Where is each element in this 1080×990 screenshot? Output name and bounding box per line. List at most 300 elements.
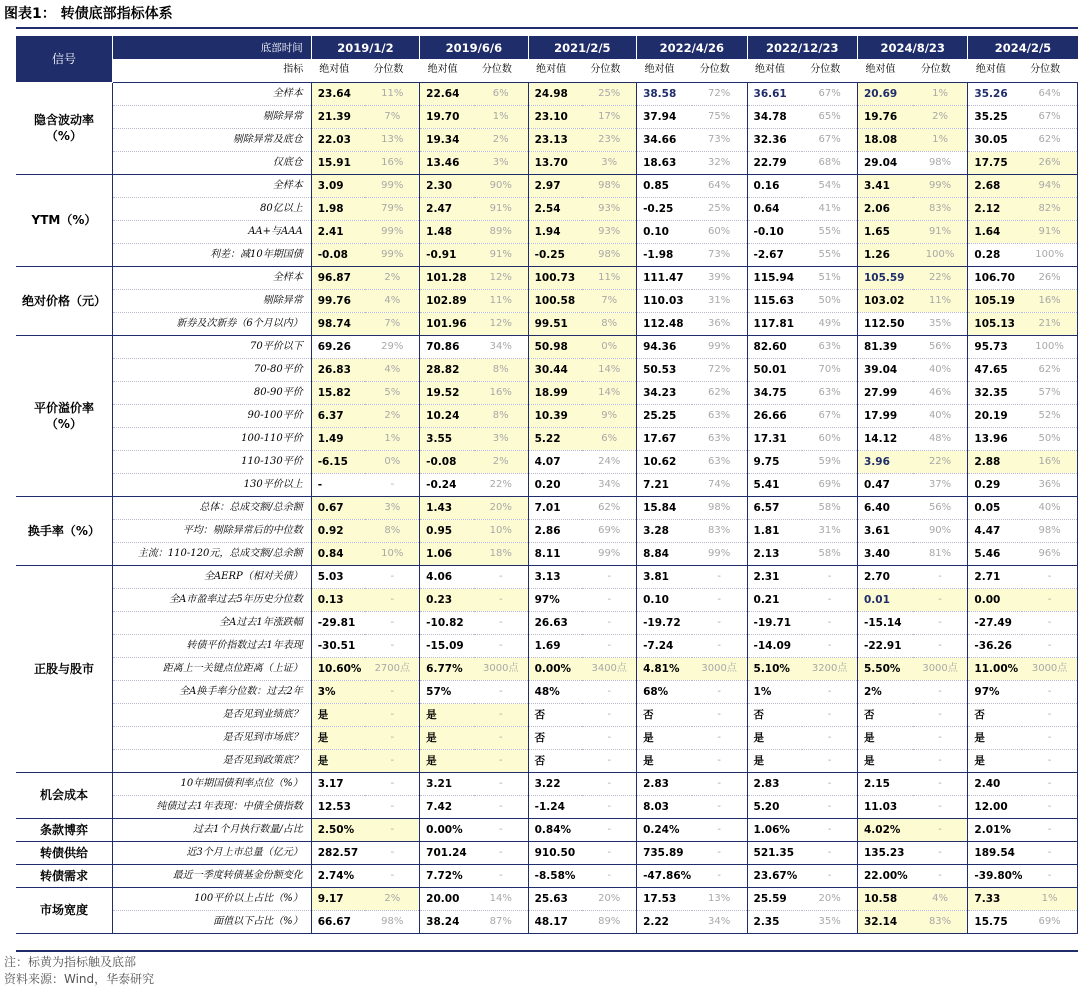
- value-cell: 7.01: [528, 496, 582, 519]
- value-cell: 0.01: [857, 588, 912, 611]
- table-row: [16, 726, 1078, 749]
- value-cell: 12.00: [968, 795, 1022, 818]
- value-cell: 105.59: [857, 266, 912, 289]
- value-cell: 101.28: [420, 266, 474, 289]
- value-cell: 19.34: [420, 128, 474, 151]
- title-rule: [16, 27, 1078, 29]
- percentile-cell: 4%: [913, 887, 968, 910]
- percentile-cell: -: [692, 634, 747, 657]
- indicator-label: 指标: [112, 59, 311, 82]
- value-cell: -39.80%: [968, 864, 1022, 887]
- percentile-cell: -: [692, 749, 747, 772]
- value-cell: 103.02: [857, 289, 912, 312]
- value-cell: -0.08: [311, 243, 365, 266]
- indicator-cell: 利差：减10年期国债: [112, 243, 311, 266]
- value-cell: -10.82: [420, 611, 474, 634]
- value-cell: 2.06: [857, 197, 912, 220]
- percentile-cell: 67%: [802, 404, 857, 427]
- percentile-cell: 22%: [913, 450, 968, 473]
- date-header: 2022/12/23: [747, 36, 857, 59]
- value-cell: 22.64: [420, 82, 474, 105]
- value-cell: 117.81: [747, 312, 802, 335]
- value-cell: 否: [637, 703, 692, 726]
- value-cell: 0.00%: [528, 657, 582, 680]
- percentile-cell: 4%: [365, 358, 419, 381]
- value-cell: 2.22: [637, 910, 692, 933]
- indicator-cell: 剔除异常: [112, 105, 311, 128]
- value-cell: 21.39: [311, 105, 365, 128]
- percentile-cell: -: [365, 772, 419, 795]
- percentile-cell: 40%: [913, 404, 968, 427]
- value-cell: 3.22: [528, 772, 582, 795]
- percentile-cell: 22%: [913, 266, 968, 289]
- percentile-cell: 90%: [474, 174, 528, 197]
- footnote-note: 注：标黄为指标触及底部: [4, 955, 137, 969]
- percentile-cell: -: [802, 772, 857, 795]
- value-cell: 3.40: [857, 542, 912, 565]
- value-cell: 3.41: [857, 174, 912, 197]
- footnote-source: 资料来源：Wind，华泰研究: [4, 972, 155, 986]
- table-header: [16, 36, 1078, 82]
- percentile-cell: -: [474, 680, 528, 703]
- percentile-cell: 98%: [913, 151, 968, 174]
- percentile-cell: -: [913, 680, 968, 703]
- value-cell: 15.82: [311, 381, 365, 404]
- percentile-cell: -: [365, 588, 419, 611]
- percentile-cell: 32%: [692, 151, 747, 174]
- percentile-cell: 11%: [474, 289, 528, 312]
- percentile-cell: 4%: [365, 289, 419, 312]
- percentile-cell: -: [474, 726, 528, 749]
- value-cell: 110.03: [637, 289, 692, 312]
- indicator-cell: 纯债过去1年表现：中债全债指数: [112, 795, 311, 818]
- percentile-cell: 11%: [913, 289, 968, 312]
- table-row: [16, 174, 1078, 197]
- value-cell: 26.83: [311, 358, 365, 381]
- percentile-cell: 16%: [1022, 289, 1077, 312]
- percentile-cell: -: [913, 841, 968, 864]
- value-cell: 0.84: [311, 542, 365, 565]
- value-cell: 19.70: [420, 105, 474, 128]
- value-cell: 5.41: [747, 473, 802, 496]
- value-cell: 2.15: [857, 772, 912, 795]
- indicator-cell: 剔除异常: [112, 289, 311, 312]
- category-cell: YTM（%）: [16, 174, 112, 266]
- value-cell: 25.59: [747, 887, 802, 910]
- value-cell: 30.44: [528, 358, 582, 381]
- percentile-cell: -: [474, 565, 528, 588]
- percentile-cell: 2%: [913, 105, 968, 128]
- percentile-cell: -: [474, 611, 528, 634]
- value-cell: 735.89: [637, 841, 692, 864]
- value-cell: 0.92: [311, 519, 365, 542]
- value-cell: 101.96: [420, 312, 474, 335]
- percentile-cell: 70%: [802, 358, 857, 381]
- category-cell: 隐含波动率（%）: [16, 82, 112, 174]
- date-header: 2024/2/5: [968, 36, 1078, 59]
- percentile-cell: 91%: [474, 197, 528, 220]
- percentile-cell: -: [802, 565, 857, 588]
- percentile-cell: -: [474, 818, 528, 841]
- percentile-cell: 2%: [365, 404, 419, 427]
- percentile-cell: -: [802, 864, 857, 887]
- indicator-cell: 主流：110-120元，总成交额/总余额: [112, 542, 311, 565]
- value-cell: 50.98: [528, 335, 582, 358]
- category-cell: 机会成本: [16, 772, 112, 818]
- percentile-cell: 1%: [913, 128, 968, 151]
- value-cell: 1.69: [528, 634, 582, 657]
- value-cell: 0.20: [528, 473, 582, 496]
- value-cell: 4.02%: [857, 818, 912, 841]
- percentile-cell: 6%: [474, 82, 528, 105]
- value-cell: 105.13: [968, 312, 1022, 335]
- bond-bottom-indicator-table: [16, 36, 1078, 934]
- value-cell: 2.74%: [311, 864, 365, 887]
- percentile-cell: 99%: [692, 542, 747, 565]
- percentile-cell: 14%: [582, 381, 636, 404]
- percentile-cell: -: [692, 772, 747, 795]
- percentile-cell: 63%: [802, 381, 857, 404]
- percentile-cell: 10%: [474, 519, 528, 542]
- percentile-cell: 69%: [582, 519, 636, 542]
- percentile-cell: -: [582, 818, 636, 841]
- table-row: [16, 289, 1078, 312]
- percentile-cell: 67%: [802, 82, 857, 105]
- percentile-cell: 2%: [474, 128, 528, 151]
- indicator-cell: 全样本: [112, 266, 311, 289]
- category-cell: 绝对价格（元）: [16, 266, 112, 335]
- percentile-cell: 46%: [913, 381, 968, 404]
- percentile-cell: 8%: [474, 404, 528, 427]
- percentile-cell: 9%: [582, 404, 636, 427]
- value-cell: -19.72: [637, 611, 692, 634]
- value-cell: 25.63: [528, 887, 582, 910]
- percentile-cell: -: [692, 588, 747, 611]
- percentile-cell: -: [692, 565, 747, 588]
- percentile-cell: 99%: [913, 174, 968, 197]
- percentile-cell: -: [365, 841, 419, 864]
- percentile-cell: 81%: [913, 542, 968, 565]
- value-cell: 2.86: [528, 519, 582, 542]
- abs-value-header: 绝对值: [968, 59, 1022, 82]
- percentile-cell: -: [474, 703, 528, 726]
- value-cell: 0.64: [747, 197, 802, 220]
- value-cell: -19.71: [747, 611, 802, 634]
- value-cell: 23.64: [311, 82, 365, 105]
- value-cell: 2.13: [747, 542, 802, 565]
- indicator-cell: 70平价以下: [112, 335, 311, 358]
- percentile-cell: 25%: [692, 197, 747, 220]
- value-cell: 10.60%: [311, 657, 365, 680]
- indicator-cell: 全A市盈率过去5年历史分位数: [112, 588, 311, 611]
- value-cell: 5.46: [968, 542, 1022, 565]
- header-row-dates: [16, 36, 1078, 59]
- value-cell: 是: [420, 749, 474, 772]
- value-cell: 6.57: [747, 496, 802, 519]
- indicator-cell: 10年期国债利率点位（%）: [112, 772, 311, 795]
- percentile-cell: -: [802, 634, 857, 657]
- percentile-cell: 62%: [1022, 128, 1077, 151]
- percentile-cell: -: [692, 726, 747, 749]
- value-cell: -0.91: [420, 243, 474, 266]
- percentile-cell: 99%: [365, 243, 419, 266]
- abs-value-header: 绝对值: [420, 59, 474, 82]
- percentile-cell: 22%: [474, 473, 528, 496]
- value-cell: 34.23: [637, 381, 692, 404]
- percentile-cell: -: [474, 634, 528, 657]
- value-cell: 5.20: [747, 795, 802, 818]
- indicator-cell: 110-130平价: [112, 450, 311, 473]
- percentile-cell: -: [365, 818, 419, 841]
- value-cell: 2.35: [747, 910, 802, 933]
- percentile-cell: 99%: [365, 174, 419, 197]
- value-cell: 6.77%: [420, 657, 474, 680]
- value-cell: 105.19: [968, 289, 1022, 312]
- percentile-cell: -: [802, 703, 857, 726]
- footer-rule: [16, 950, 1078, 952]
- table-row: [16, 220, 1078, 243]
- value-cell: 是: [420, 703, 474, 726]
- date-header: 2019/6/6: [420, 36, 528, 59]
- value-cell: 23.13: [528, 128, 582, 151]
- value-cell: 135.23: [857, 841, 912, 864]
- percentile-cell: -: [1022, 864, 1077, 887]
- signal-header: 信号: [16, 36, 112, 82]
- percentile-cell: 18%: [474, 542, 528, 565]
- value-cell: 35.25: [968, 105, 1022, 128]
- value-cell: 57%: [420, 680, 474, 703]
- percentile-cell: -: [474, 795, 528, 818]
- value-cell: 81.39: [857, 335, 912, 358]
- abs-value-header: 绝对值: [637, 59, 692, 82]
- value-cell: 15.75: [968, 910, 1022, 933]
- value-cell: 2.50%: [311, 818, 365, 841]
- percentile-cell: 56%: [913, 335, 968, 358]
- percentile-cell: -: [474, 864, 528, 887]
- table-row: [16, 565, 1078, 588]
- value-cell: 0.28: [968, 243, 1022, 266]
- value-cell: -0.08: [420, 450, 474, 473]
- percentile-header: 分位数: [913, 59, 968, 82]
- percentile-cell: 3%: [365, 496, 419, 519]
- table-row: [16, 427, 1078, 450]
- value-cell: 0.85: [637, 174, 692, 197]
- percentile-header: 分位数: [802, 59, 857, 82]
- percentile-cell: 64%: [1022, 82, 1077, 105]
- percentile-cell: 26%: [1022, 266, 1077, 289]
- percentile-cell: 93%: [582, 197, 636, 220]
- percentile-cell: -: [692, 680, 747, 703]
- indicator-cell: 全A换手率分位数：过去2年: [112, 680, 311, 703]
- percentile-cell: 72%: [692, 82, 747, 105]
- percentile-cell: 1%: [1022, 887, 1077, 910]
- value-cell: 18.99: [528, 381, 582, 404]
- value-cell: 521.35: [747, 841, 802, 864]
- value-cell: 0.13: [311, 588, 365, 611]
- value-cell: 70.86: [420, 335, 474, 358]
- value-cell: 否: [528, 749, 582, 772]
- percentile-cell: -: [365, 611, 419, 634]
- percentile-cell: 99%: [692, 335, 747, 358]
- value-cell: 10.58: [857, 887, 912, 910]
- percentile-cell: 34%: [582, 473, 636, 496]
- indicator-cell: 剔除异常及底仓: [112, 128, 311, 151]
- value-cell: 2.47: [420, 197, 474, 220]
- value-cell: 7.42: [420, 795, 474, 818]
- percentile-cell: -: [582, 864, 636, 887]
- table-row: [16, 381, 1078, 404]
- percentile-cell: 52%: [1022, 404, 1077, 427]
- value-cell: 是: [968, 726, 1022, 749]
- percentile-cell: -: [582, 841, 636, 864]
- percentile-cell: 99%: [582, 542, 636, 565]
- percentile-cell: 2%: [365, 266, 419, 289]
- time-label: 底部时间: [112, 36, 311, 59]
- value-cell: 2.70: [857, 565, 912, 588]
- value-cell: 18.08: [857, 128, 912, 151]
- percentile-cell: 7%: [365, 105, 419, 128]
- percentile-cell: -: [1022, 749, 1077, 772]
- value-cell: 1.06: [420, 542, 474, 565]
- percentile-cell: -: [802, 818, 857, 841]
- percentile-cell: -: [692, 611, 747, 634]
- value-cell: 0.29: [968, 473, 1022, 496]
- percentile-cell: -: [913, 611, 968, 634]
- value-cell: -0.24: [420, 473, 474, 496]
- percentile-cell: 3000点: [1022, 657, 1077, 680]
- value-cell: -15.09: [420, 634, 474, 657]
- value-cell: 32.35: [968, 381, 1022, 404]
- percentile-cell: 51%: [802, 266, 857, 289]
- indicator-cell: 70-80平价: [112, 358, 311, 381]
- value-cell: -8.58%: [528, 864, 582, 887]
- value-cell: -47.86%: [637, 864, 692, 887]
- table-row: [16, 128, 1078, 151]
- percentile-cell: 60%: [692, 220, 747, 243]
- percentile-cell: -: [582, 749, 636, 772]
- value-cell: 68%: [637, 680, 692, 703]
- value-cell: 2.83: [747, 772, 802, 795]
- percentile-cell: 5%: [365, 381, 419, 404]
- percentile-cell: -: [365, 726, 419, 749]
- value-cell: 115.63: [747, 289, 802, 312]
- percentile-cell: -: [1022, 772, 1077, 795]
- value-cell: 22.00%: [857, 864, 912, 887]
- value-cell: -1.24: [528, 795, 582, 818]
- percentile-cell: 89%: [582, 910, 636, 933]
- value-cell: 20.69: [857, 82, 912, 105]
- value-cell: 0.47: [857, 473, 912, 496]
- category-cell: 正股与股市: [16, 565, 112, 772]
- value-cell: 0.10: [637, 220, 692, 243]
- table-body: [16, 82, 1078, 933]
- abs-value-header: 绝对值: [747, 59, 802, 82]
- value-cell: 14.12: [857, 427, 912, 450]
- percentile-cell: 90%: [913, 519, 968, 542]
- indicator-cell: 全样本: [112, 82, 311, 105]
- date-header: 2019/1/2: [311, 36, 419, 59]
- table-row: [16, 151, 1078, 174]
- percentile-cell: 20%: [582, 887, 636, 910]
- value-cell: 7.33: [968, 887, 1022, 910]
- value-cell: 3.09: [311, 174, 365, 197]
- percentile-cell: 98%: [1022, 519, 1077, 542]
- percentile-cell: -: [582, 726, 636, 749]
- value-cell: 98.74: [311, 312, 365, 335]
- indicator-cell: 130平价以上: [112, 473, 311, 496]
- value-cell: 11.03: [857, 795, 912, 818]
- indicator-cell: 过去1个月执行数量/占比: [112, 818, 311, 841]
- percentile-cell: -: [582, 588, 636, 611]
- value-cell: 47.65: [968, 358, 1022, 381]
- value-cell: 26.66: [747, 404, 802, 427]
- indicator-cell: AA+与AAA: [112, 220, 311, 243]
- percentile-cell: 65%: [802, 105, 857, 128]
- value-cell: 38.58: [637, 82, 692, 105]
- table-row: [16, 864, 1078, 887]
- percentile-cell: -: [913, 565, 968, 588]
- value-cell: 48.17: [528, 910, 582, 933]
- value-cell: 66.67: [311, 910, 365, 933]
- value-cell: 100.58: [528, 289, 582, 312]
- percentile-cell: 40%: [1022, 496, 1077, 519]
- percentile-cell: 40%: [913, 358, 968, 381]
- percentile-cell: 83%: [692, 519, 747, 542]
- value-cell: -0.25: [637, 197, 692, 220]
- date-header: 2024/8/23: [857, 36, 967, 59]
- percentile-cell: 36%: [692, 312, 747, 335]
- percentile-cell: -: [365, 749, 419, 772]
- value-cell: -36.26: [968, 634, 1022, 657]
- percentile-cell: -: [1022, 588, 1077, 611]
- percentile-header: 分位数: [474, 59, 528, 82]
- category-cell: 平价溢价率（%）: [16, 335, 112, 496]
- value-cell: 是: [637, 726, 692, 749]
- percentile-cell: 98%: [692, 496, 747, 519]
- category-cell: 转债需求: [16, 864, 112, 887]
- percentile-cell: -: [692, 703, 747, 726]
- value-cell: 22.79: [747, 151, 802, 174]
- value-cell: 2.54: [528, 197, 582, 220]
- percentile-cell: 11%: [365, 82, 419, 105]
- percentile-cell: -: [913, 795, 968, 818]
- value-cell: 26.63: [528, 611, 582, 634]
- percentile-cell: 50%: [1022, 427, 1077, 450]
- table-row: [16, 358, 1078, 381]
- table-row: [16, 841, 1078, 864]
- percentile-cell: 73%: [692, 128, 747, 151]
- percentile-cell: 14%: [582, 358, 636, 381]
- percentile-cell: 1%: [913, 82, 968, 105]
- percentile-cell: 3400点: [582, 657, 636, 680]
- value-cell: -29.81: [311, 611, 365, 634]
- percentile-cell: -: [582, 565, 636, 588]
- value-cell: 48%: [528, 680, 582, 703]
- value-cell: 36.61: [747, 82, 802, 105]
- percentile-cell: 41%: [802, 197, 857, 220]
- percentile-cell: -: [1022, 611, 1077, 634]
- percentile-cell: 1%: [365, 427, 419, 450]
- percentile-cell: 83%: [913, 910, 968, 933]
- percentile-cell: -: [692, 841, 747, 864]
- value-cell: 是: [857, 726, 912, 749]
- value-cell: 9.75: [747, 450, 802, 473]
- value-cell: 1.81: [747, 519, 802, 542]
- percentile-cell: 91%: [913, 220, 968, 243]
- value-cell: 是: [311, 726, 365, 749]
- percentile-cell: -: [365, 795, 419, 818]
- value-cell: 115.94: [747, 266, 802, 289]
